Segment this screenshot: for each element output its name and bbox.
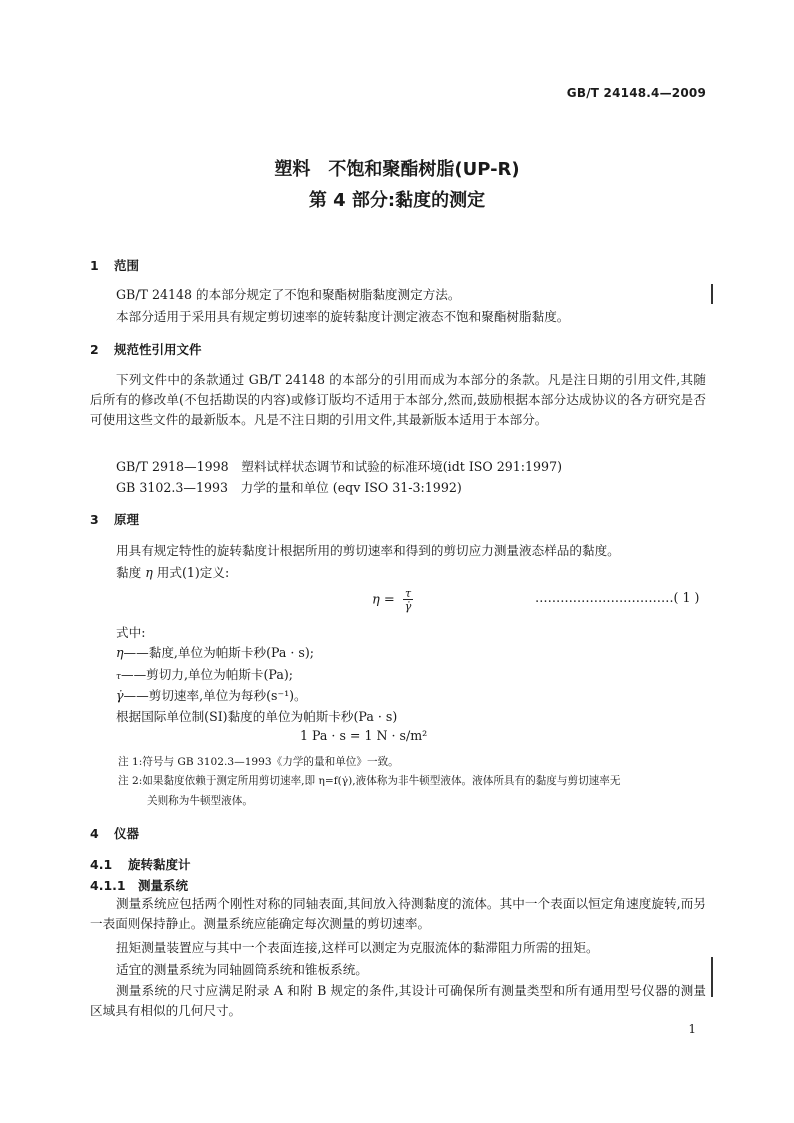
change-bar — [711, 284, 713, 304]
section-4-paragraph-3: 适宜的测量系统为同轴圆筒系统和锥板系统。 — [116, 962, 368, 977]
eta-symbol: η — [145, 565, 153, 580]
section-3-paragraph-1: 用具有规定特性的旋转黏度计根据所用的剪切速率和得到的剪切应力测量液态样品的黏度。 — [116, 543, 620, 558]
section-2-paragraph: 下列文件中的条款通过 GB/T 24148 的本部分的引用而成为本部分的条款。凡是注日期的引用文件,其随后所有的修改单(不包括勘误的内容)或修订版均不适用于本部分,然而,鼓励根据本部分达成协议的各方研究是否可使用这些文件的最新版本。凡是不注日期的引用文件,其最新版本适用于本部分。 — [90, 372, 706, 427]
section-1-paragraph-1: GB/T 24148 的本部分规定了不饱和聚酯树脂黏度测定方法。 — [116, 287, 461, 302]
reference-1: GB/T 2918—1998 塑料试样状态调节和试验的标准环境(idt ISO 291:1997) — [116, 459, 562, 474]
si-unit-equation: 1 Pa · s = 1 N · s/m² — [300, 728, 428, 743]
section-3-paragraph-2: 黏度 η 用式(1)定义: — [116, 565, 230, 580]
document-subtitle: 第 4 部分:黏度的测定 — [308, 190, 486, 211]
section-4-1-heading: 4.1 旋转黏度计 — [90, 857, 191, 872]
page-number: 1 — [688, 1022, 696, 1036]
definition-eta: η——黏度,单位为帕斯卡秒(Pa · s); — [116, 645, 315, 660]
document-title: 塑料 不饱和聚酯树脂(UP-R) — [274, 159, 520, 180]
definition-gamma: γ̇——剪切速率,单位为每秒(s⁻¹)。 — [116, 688, 307, 703]
section-4-paragraph-1: 测量系统应包括两个刚性对称的同轴表面,其间放入待测黏度的流体。其中一个表面以恒定角速度旋转,而另一表面则保持静止。测量系统应能确定每次测量的剪切速率。 — [90, 896, 706, 931]
note-1: 注 1:符号与 GB 3102.3—1993《力学的量和单位》一致。 — [118, 756, 399, 768]
section-1-heading: 1 范围 — [90, 258, 140, 273]
equation-number: ……………………………( 1 ) — [535, 590, 700, 605]
note-2-line-1: 注 2:如果黏度依赖于测定所用剪切速率,即 η=f(γ̇),液体称为非牛顿型液体。液体所具有的黏度与剪切速率无 — [118, 775, 621, 787]
section-2-heading: 2 规范性引用文件 — [90, 342, 202, 357]
definition-tau: τ——剪切力,单位为帕斯卡(Pa); — [116, 667, 294, 682]
reference-2: GB 3102.3—1993 力学的量和单位 (eqv ISO 31-3:1992) — [116, 480, 462, 495]
note-2-line-2: 关则称为牛顿型液体。 — [147, 795, 253, 807]
where-label: 式中: — [116, 625, 146, 640]
section-4-paragraph-4: 测量系统的尺寸应满足附录 A 和附 B 规定的条件,其设计可确保所有测量类型和所有通用型号仪器的测量区域具有相似的几何尺寸。 — [90, 983, 706, 1018]
formula-fraction: $\frac{\tau}{\gammȧ}$ — [404, 587, 412, 613]
section-1-paragraph-2: 本部分适用于采用具有规定剪切速率的旋转黏度计测定液态不饱和聚酯树脂黏度。 — [116, 309, 570, 324]
section-4-heading: 4 仪器 — [90, 826, 140, 841]
section-4-paragraph-2: 扭矩测量装置应与其中一个表面连接,这样可以测定为克服流体的黏滞阻力所需的扭矩。 — [116, 940, 599, 955]
section-3-heading: 3 原理 — [90, 512, 140, 527]
si-unit-statement: 根据国际单位制(SI)黏度的单位为帕斯卡秒(Pa · s) — [116, 709, 398, 724]
viscosity-formula: η = $\frac{\tau}{\gammȧ}$ — [372, 587, 412, 613]
section-4-1-1-heading: 4.1.1 测量系统 — [90, 878, 189, 893]
standard-code: GB/T 24148.4—2009 — [566, 86, 706, 100]
change-bar — [711, 957, 713, 997]
